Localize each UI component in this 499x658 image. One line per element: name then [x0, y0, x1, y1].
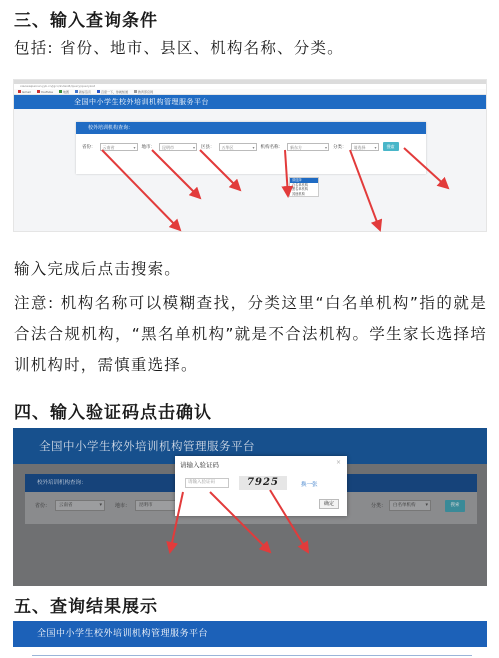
browser-address-bar: xiaowaipeixun.jyb.cn/jgcx/index#/query/queryList	[14, 84, 486, 89]
search-button[interactable]: 搜索	[383, 142, 399, 151]
province-label: 省份：	[35, 503, 51, 509]
bookmark-icon	[75, 90, 78, 93]
query-form-row	[82, 142, 399, 151]
section-heading-5: 五、查询结果展示	[14, 597, 158, 617]
bookmark-item: 教育部官网	[134, 90, 153, 94]
close-icon[interactable]: ×	[335, 459, 341, 466]
category-dropdown	[289, 177, 319, 197]
province-select[interactable]: 云南省 ▾	[100, 143, 138, 151]
bookmark-icon	[134, 90, 137, 93]
bookmark-icon	[97, 90, 100, 93]
bookmark-item: YouTube	[37, 90, 53, 94]
dropdown-option[interactable]: 其他机构	[292, 191, 305, 196]
category-label: 分类：	[333, 144, 347, 150]
city-select[interactable]: 昆明市 ▾	[135, 500, 185, 511]
section-heading-3: 三、输入查询条件	[14, 11, 158, 31]
org-name-label: 机构名称：	[260, 144, 283, 150]
paragraph-click-search: 输入完成后点击搜索。	[14, 260, 182, 278]
query-card-title: 校外培训机构查询：	[76, 122, 426, 134]
county-label: 区县：	[201, 144, 215, 150]
captcha-dialog	[175, 456, 347, 516]
city-select[interactable]: 昆明市 ▾	[159, 143, 197, 151]
bookmark-item: 地图	[59, 90, 69, 94]
bookmark-icon	[37, 90, 40, 93]
bookmark-icon	[59, 90, 62, 93]
captcha-input[interactable]: 请输入验证码	[185, 478, 229, 488]
province-select[interactable]: 云南省 ▾	[55, 500, 105, 511]
org-name-input[interactable]: 新东方 ▾	[287, 143, 329, 151]
bookmark-icon	[18, 90, 21, 93]
platform-banner: 全国中小学生校外培训机构管理服务平台	[14, 95, 486, 109]
platform-banner: 全国中小学生校外培训机构管理服务平台	[13, 428, 487, 464]
search-button[interactable]: 搜索	[445, 500, 465, 512]
city-label: 地市：	[141, 144, 155, 150]
screenshot-query-form	[13, 79, 487, 232]
section-3-text: 包括: 省份、地市、县区、机构名称、分类。	[14, 39, 344, 57]
divider	[32, 655, 472, 656]
county-select[interactable]: 五华区 ▾	[219, 143, 257, 151]
refresh-captcha-link[interactable]: 换一张	[301, 482, 318, 488]
query-card-title: 校外培训机构查询：	[25, 474, 477, 492]
dropdown-option[interactable]: 白名单机构	[292, 182, 308, 187]
bookmark-item: Gmail	[18, 90, 31, 94]
province-label: 省份：	[82, 144, 96, 150]
confirm-button[interactable]: 确定	[319, 499, 339, 509]
dropdown-option[interactable]: 请选择	[290, 178, 318, 183]
dialog-title: 请输入验证码	[180, 461, 219, 469]
category-label: 分类：	[371, 503, 387, 509]
city-label: 地市：	[115, 503, 131, 509]
paragraph-note: 注意: 机构名称可以模糊查找，分类这里“白名单机构”指的就是合法合规机构，“黑名单机构”就是不合法机构。学生家长选择培训机构时，需慎重选择。	[14, 294, 487, 374]
query-card	[76, 122, 426, 174]
section-heading-4: 四、输入验证码点击确认	[14, 403, 212, 423]
bookmark-item: 新标签页	[75, 90, 91, 94]
category-select[interactable]: 请选择 ▾	[351, 143, 379, 151]
platform-banner-result: 全国中小学生校外培训机构管理服务平台	[13, 621, 487, 647]
category-select[interactable]: 白名单机构 ▾	[389, 500, 431, 511]
bookmark-item: 百度一下，你就知道	[97, 90, 128, 94]
dropdown-option[interactable]: 黑名单机构	[292, 187, 308, 191]
screenshot-captcha	[13, 428, 487, 586]
captcha-image: 7925	[239, 476, 287, 490]
